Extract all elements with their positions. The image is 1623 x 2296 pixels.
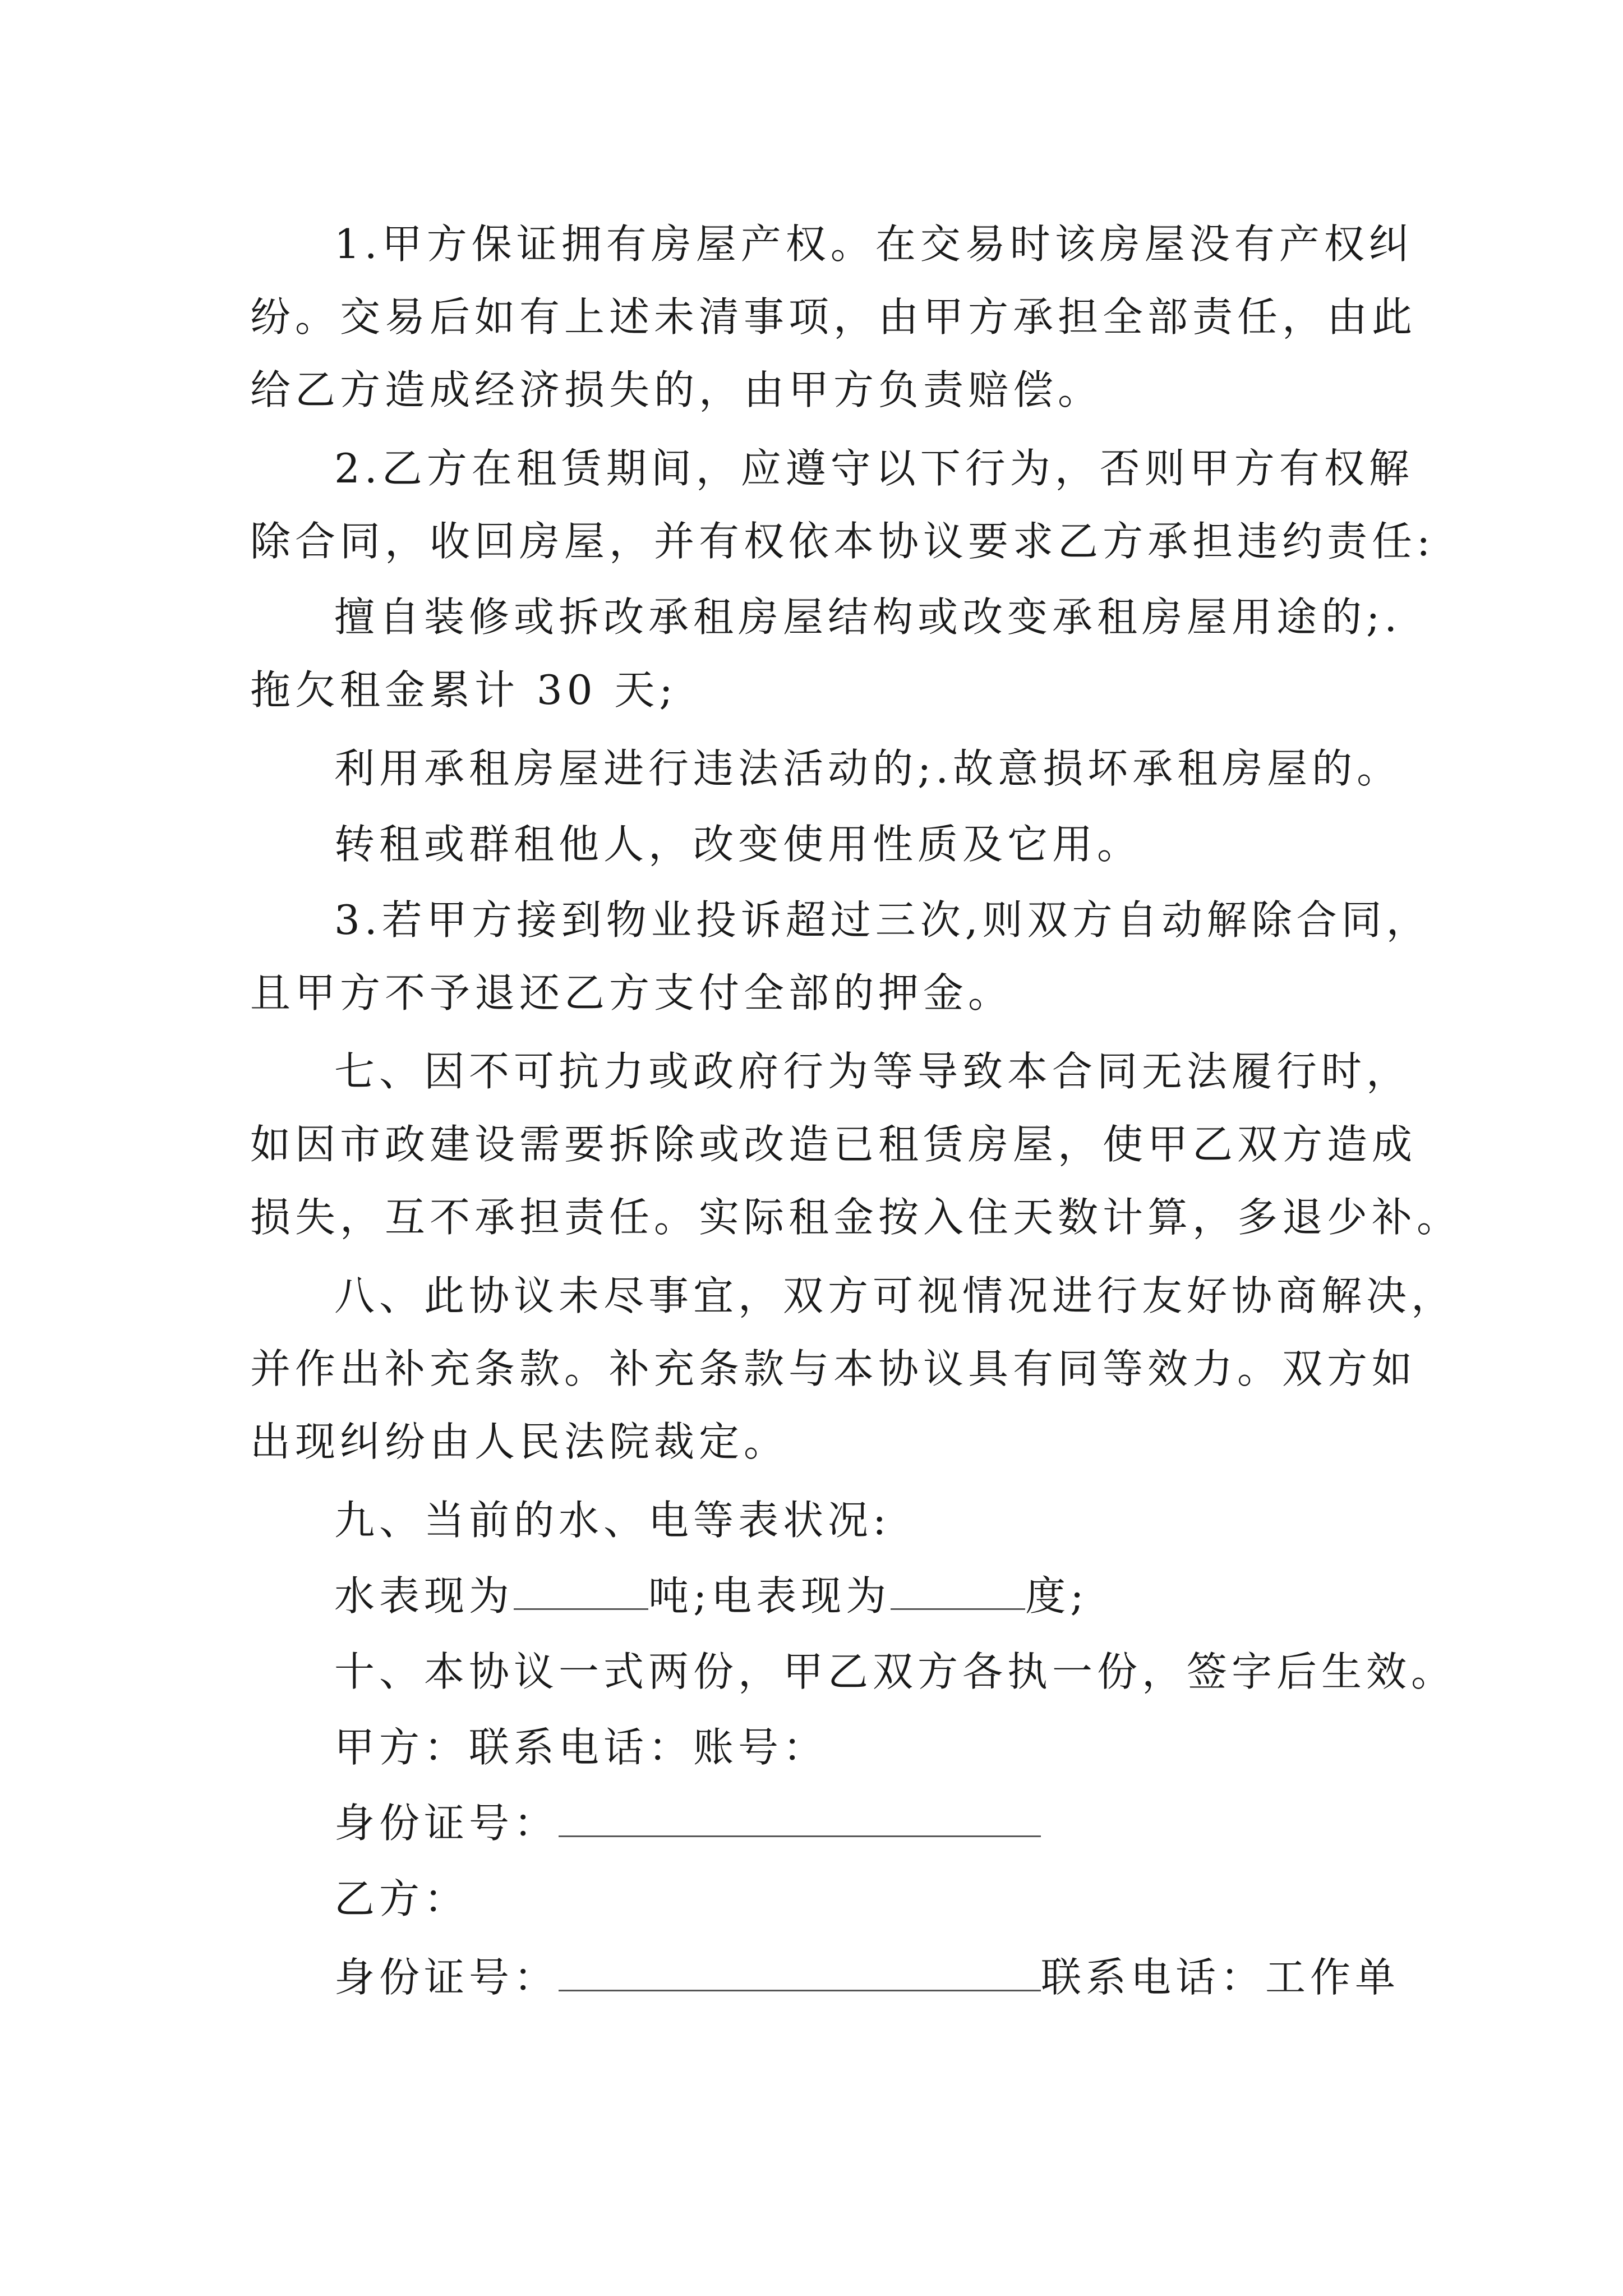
party-b-id-line [334, 1949, 1400, 2005]
article-8-line-3: 出现纠纷由人民法院裁定。 [250, 1418, 789, 1465]
article-10: 十、本协议一式两份，甲乙双方各执一份，签字后生效。 [334, 1648, 1456, 1695]
article-7-line-3: 损失，互不承担责任。实际租金按入住天数计算，多退少补。 [250, 1194, 1462, 1241]
clause-2-item-2: 利用承租房屋进行违法活动的;.故意损坏承租房屋的。 [334, 745, 1402, 792]
water-meter-label: 水表现为 [334, 1572, 514, 1619]
meter-readings-line [334, 1568, 1089, 1624]
clause-2-line-2: 除合同，收回房屋，并有权依本协议要求乙方承担违约责任: [250, 518, 1435, 565]
clause-2-line-1: 2.乙方在租赁期间，应遵守以下行为，否则甲方有权解 [334, 445, 1414, 492]
party-a-id-line [334, 1795, 1041, 1851]
water-meter-blank[interactable] [514, 1575, 648, 1610]
article-7-line-2: 如因市政建设需要拆除或改造已租赁房屋，使甲乙双方造成 [250, 1121, 1417, 1168]
power-meter-blank[interactable] [891, 1575, 1025, 1610]
article-8-line-1: 八、此协议未尽事宜，双方可视情况进行友好协商解决， [334, 1272, 1456, 1319]
party-b-id-label: 身份证号： [334, 1954, 559, 2001]
article-7-line-1: 七、因不可抗力或政府行为等导致本合同无法履行时， [334, 1048, 1412, 1095]
clause-1-line-3: 给乙方造成经济损失的，由甲方负责赔偿。 [250, 366, 1103, 413]
clause-1-line-1: 1.甲方保证拥有房屋产权。在交易时该房屋没有产权纠 [334, 220, 1414, 268]
clause-2-item-1-cont: 拖欠租金累计 30 天; [250, 666, 677, 714]
party-b-id-blank[interactable] [559, 1956, 1041, 1991]
power-meter-unit: 度; [1025, 1572, 1089, 1619]
clause-3-line-1: 3.若甲方接到物业投诉超过三次,则双方自动解除合同， [334, 896, 1431, 944]
party-b-line: 乙方： [334, 1875, 469, 1922]
clause-2-item-3: 转租或群租他人，改变使用性质及它用。 [334, 821, 1142, 868]
party-a-id-blank[interactable] [559, 1802, 1041, 1837]
article-8-line-2: 并作出补充条款。补充条款与本协议具有同等效力。双方如 [250, 1345, 1417, 1392]
clause-1-line-2: 纷。交易后如有上述未清事项，由甲方承担全部责任，由此 [250, 293, 1417, 341]
clause-2-item-1: 擅自装修或拆改承租房屋结构或改变承租房屋用途的;. [334, 593, 1402, 641]
power-meter-label: 吨;电表现为 [648, 1572, 891, 1619]
clause-3-line-2: 且甲方不予退还乙方支付全部的押金。 [250, 969, 1013, 1016]
party-a-contact-line: 甲方：联系电话：账号： [334, 1724, 828, 1771]
party-a-id-label: 身份证号： [334, 1800, 559, 1847]
party-b-contact-label: 联系电话：工作单 [1041, 1954, 1400, 2001]
article-9: 九、当前的水、电等表状况: [334, 1497, 891, 1544]
